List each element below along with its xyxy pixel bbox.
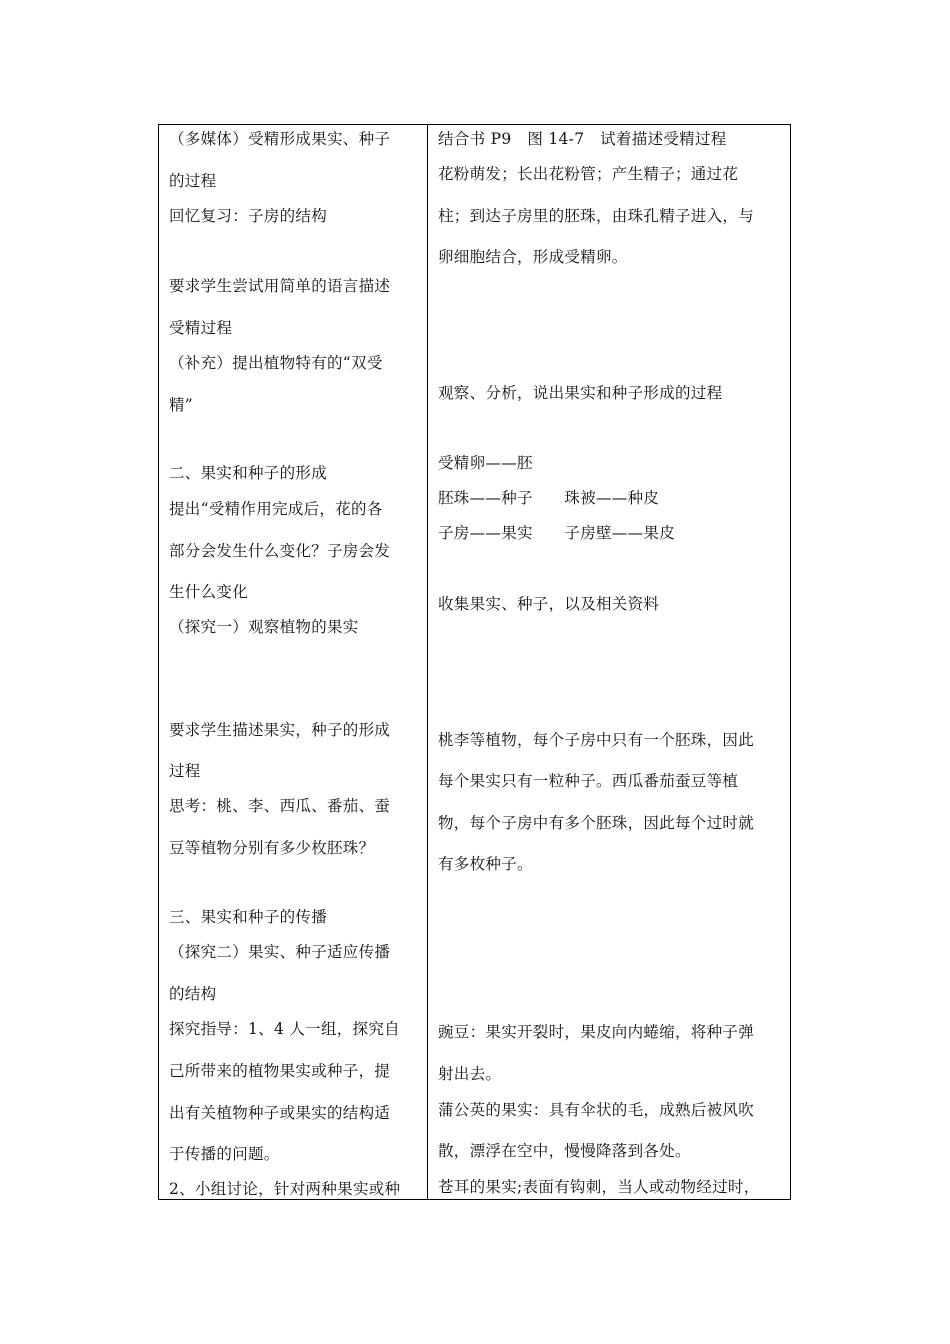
- teacher-text-line: 的过程: [169, 172, 217, 190]
- student-text-line: 桃李等植物，每个子房中只有一个胚珠，因此: [438, 731, 755, 749]
- teacher-text-line: 提出“受精作用完成后，花的各: [169, 500, 383, 518]
- student-text-line: 蒲公英的果实：具有伞状的毛，成熟后被风吹: [438, 1101, 755, 1119]
- student-text-line: 受精卵——胚: [438, 454, 533, 472]
- student-text-line: 柱；到达子房里的胚珠，由珠孔精子进入，与: [438, 207, 755, 225]
- student-text-line: 射出去。: [438, 1065, 502, 1083]
- teacher-text-line: 探究指导：1、4 人一组，探究自: [169, 1020, 400, 1038]
- student-text-line: 观察、分析，说出果实和种子形成的过程: [438, 384, 723, 402]
- teacher-text-line: 生什么变化: [169, 583, 249, 601]
- student-text-line: 子房——果实 子房壁——果皮: [438, 524, 676, 542]
- teacher-text-line: 二、果实和种子的形成: [169, 464, 328, 482]
- teacher-text-line: 的结构: [169, 985, 217, 1003]
- teacher-text-line: 思考：桃、李、西瓜、番茄、蚕: [169, 797, 391, 815]
- teacher-text-line: 豆等植物分别有多少枚胚珠？: [169, 839, 375, 857]
- teacher-text-line: （探究一）观察植物的果实: [169, 618, 359, 636]
- student-text-line: 物，每个子房中有多个胚珠，因此每个过时就: [438, 814, 755, 832]
- column-divider: [427, 125, 428, 1199]
- student-text-line: 花粉萌发；长出花粉管；产生精子；通过花: [438, 165, 739, 183]
- teacher-text-line: 于传播的问题。: [169, 1145, 280, 1163]
- teacher-text-line: 己所带来的植物果实或种子，提: [169, 1062, 391, 1080]
- student-text-line: 豌豆：果实开裂时，果皮向内蜷缩，将种子弹: [438, 1023, 755, 1041]
- teacher-text-line: 过程: [169, 762, 201, 780]
- student-text-line: 散，漂浮在空中，慢慢降落到各处。: [438, 1142, 691, 1160]
- teacher-text-line: 要求学生描述果实，种子的形成: [169, 721, 391, 739]
- student-text-line: 苍耳的果实;表面有钩刺，当人或动物经过时，: [438, 1178, 760, 1196]
- teacher-text-line: 回忆复习：子房的结构: [169, 207, 328, 225]
- student-text-line: 每个果实只有一粒种子。西瓜番茄蚕豆等植: [438, 772, 739, 790]
- student-text-line: 有多枚种子。: [438, 855, 533, 873]
- teacher-text-line: 出有关植物种子或果实的结构适: [169, 1104, 391, 1122]
- teacher-text-line: （补充）提出植物特有的“双受: [169, 354, 383, 372]
- teacher-text-line: 三、果实和种子的传播: [169, 908, 328, 926]
- student-text-line: 卵细胞结合，形成受精卵。: [438, 248, 628, 266]
- teacher-text-line: 2、小组讨论，针对两种果实或种: [169, 1180, 401, 1198]
- student-text-line: 结合书 P9 图 14-7 试着描述受精过程: [438, 130, 727, 148]
- teacher-text-line: 要求学生尝试用简单的语言描述: [169, 277, 391, 295]
- teacher-text-line: 受精过程: [169, 319, 233, 337]
- student-text-line: 胚珠——种子 珠被——种皮: [438, 489, 660, 507]
- lesson-plan-table: [158, 124, 791, 1200]
- teacher-text-line: 精”: [169, 396, 194, 414]
- teacher-text-line: 部分会发生什么变化？子房会发: [169, 542, 391, 560]
- teacher-text-line: （探究二）果实、种子适应传播: [169, 943, 391, 961]
- teacher-text-line: （多媒体）受精形成果实、种子: [169, 130, 391, 148]
- student-text-line: 收集果实、种子，以及相关资料: [438, 595, 660, 613]
